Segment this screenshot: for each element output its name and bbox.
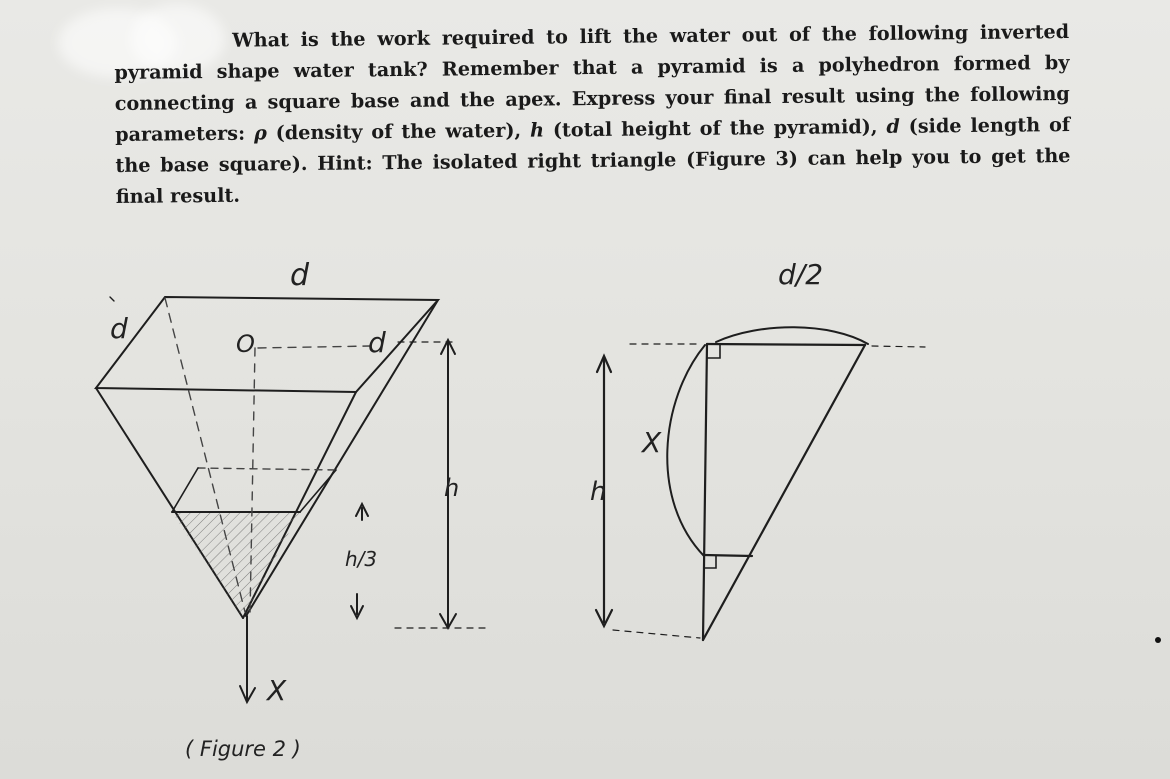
triangle-hypotenuse: [703, 345, 865, 640]
pyramid-top-face: [96, 297, 438, 392]
fig2-center-o-label: O: [236, 330, 255, 358]
water-slice-back-edge: [198, 468, 336, 470]
right-angle-mark-top: [707, 344, 720, 358]
h3-arrow-up: [356, 504, 368, 520]
bottom-extension-dash: [613, 630, 700, 638]
fig2-right-d-label: d: [368, 326, 386, 359]
h3-arrow-down: [351, 594, 363, 618]
x-brace: [667, 345, 705, 556]
problem-text-intro: What is the work required to lift the water out of the following inverted pyramid shape water tank? Remember that a pyramid is a polyhedron formed by connecting a square base and the apex. Express your final result using the following parameters:: [114, 19, 1070, 146]
fig2-x-axis-label: X: [267, 674, 287, 707]
rho-symbol: ρ: [253, 121, 267, 145]
fig2-h-third-label: h/3: [345, 547, 378, 571]
rho-description: (density of the water),: [266, 118, 531, 145]
d-over-2-brace: [716, 327, 868, 344]
d-symbol: d: [886, 114, 900, 138]
fig2-left-d-label: d: [110, 312, 128, 345]
d-description-and-hint: (side length of the base square). Hint: The isolated right triangle (Figure 3) can help you to get the final result.: [115, 112, 1071, 208]
h-symbol: h: [529, 118, 545, 142]
water-slice-hatched: [172, 512, 300, 618]
figure-2-caption: ( Figure 2 ): [185, 737, 301, 761]
triangle-inner-segment: [704, 555, 752, 556]
fig3-d-over-2-label: d/2: [778, 258, 824, 291]
fig3-h-label: h: [590, 477, 607, 507]
figure-2-pyramid: [96, 297, 490, 702]
water-slice-side-left: [172, 468, 198, 512]
triangle-vertical-leg: [703, 344, 707, 640]
triangle-top-leg: [707, 344, 865, 345]
top-left-tick: [110, 297, 114, 301]
fig3-x-label: X: [642, 426, 662, 459]
stray-dot: [1155, 637, 1161, 643]
figure-3-triangle: [596, 327, 925, 640]
fig2-top-d-label: d: [290, 258, 310, 293]
right-angle-mark-bottom: [705, 556, 716, 568]
fig2-h-label: h: [444, 474, 460, 502]
h-description: (total height of the pyramid),: [543, 114, 887, 142]
center-dashed-to-right: [258, 346, 370, 348]
